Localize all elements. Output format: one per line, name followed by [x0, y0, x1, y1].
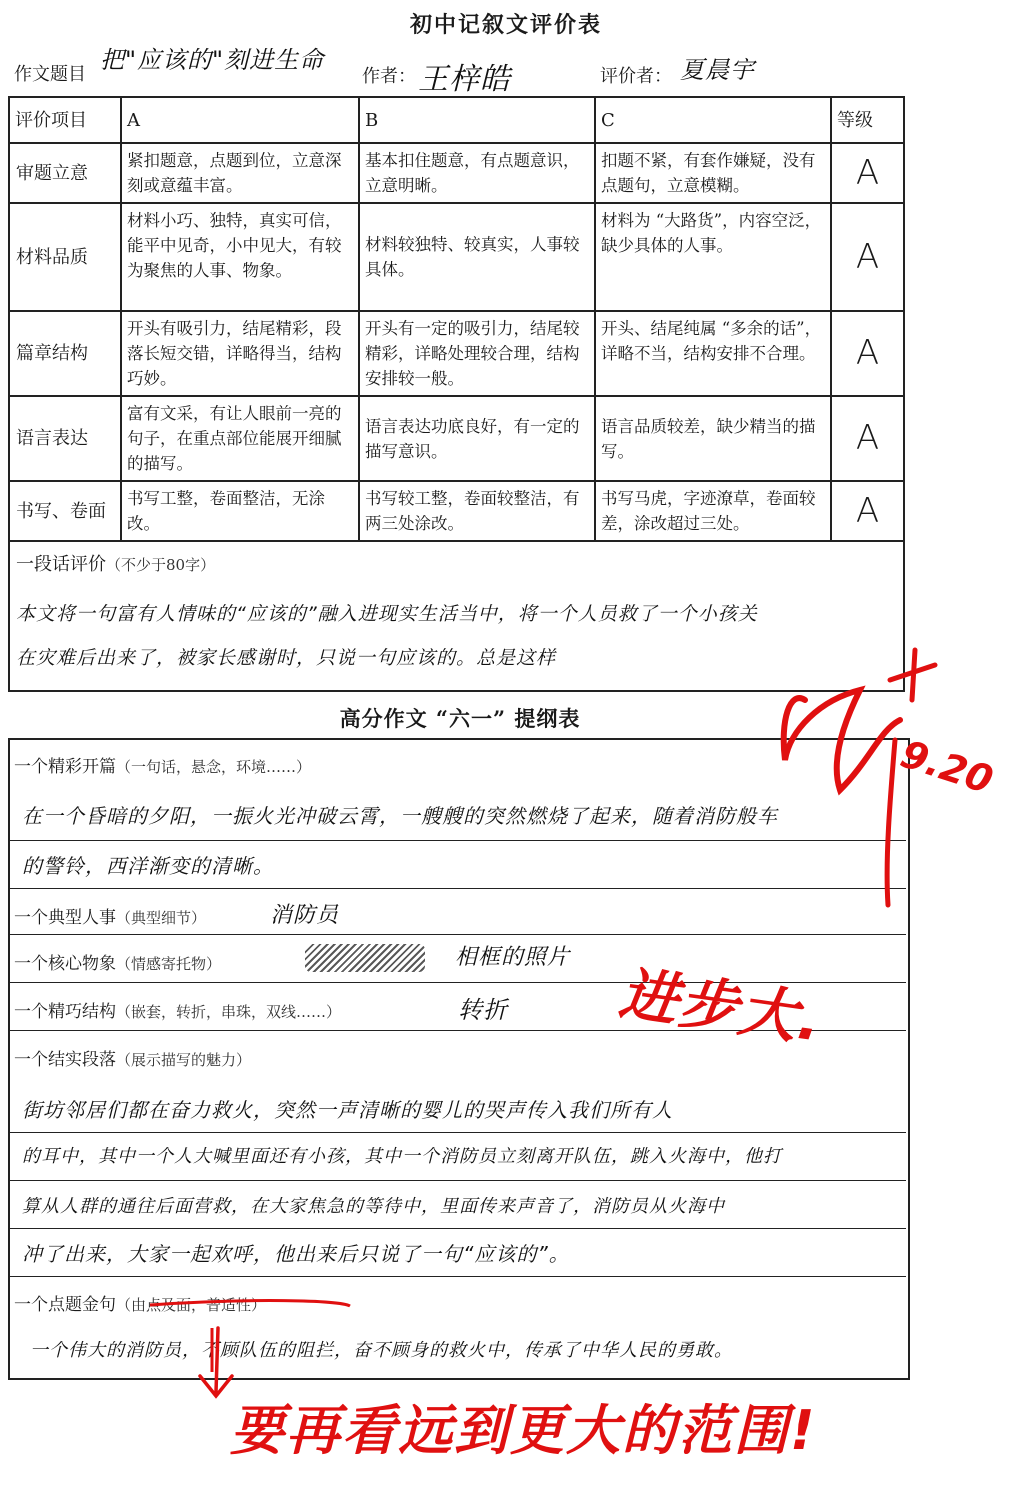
- outline-answer: 的警铃，西洋渐变的清晰。: [22, 854, 274, 878]
- grade-value: A: [831, 396, 904, 481]
- criteria-c: 书写马虎，字迹潦草，卷面较差，涂改超过三处。: [595, 481, 831, 541]
- outline-label: 一个精彩开篇（一句话，悬念，环境……）: [14, 757, 312, 777]
- row-item: 篇章结构: [9, 311, 121, 396]
- comment-annotation: 进步大.: [615, 959, 828, 1055]
- column-header: 等级: [831, 97, 904, 143]
- outline-answer: 消防员: [270, 903, 340, 928]
- criteria-a: 开头有吸引力，结尾精彩，段落长短交错，详略得当，结构巧妙。: [121, 311, 359, 396]
- comment-line: 在灾难后出来了，被家长感谢时，只说一句应该的。总是这样: [16, 647, 557, 669]
- comment-line: 本文将一句富有人情味的“应该的”融入进现实生活当中，将一个人员救了一个小孩关: [16, 603, 758, 625]
- grade-value: A: [831, 203, 904, 311]
- outline-title: 高分作文 “六一” 提纲表: [339, 706, 581, 731]
- criteria-b: 基本扣住题意，有点题意识，立意明晰。: [359, 143, 595, 203]
- criteria-b: 语言表达功底良好，有一定的描写意识。: [359, 396, 595, 481]
- outline-label: 一个核心物象（情感寄托物）: [14, 954, 222, 974]
- bottom-annotation: 要再看远到更大的范围!: [230, 1399, 817, 1462]
- criteria-a: 紧扣题意，点题到位，立意深刻或意蕴丰富。: [121, 143, 359, 203]
- grade-value: A: [831, 311, 904, 396]
- outline-answer: 算从人群的通往后面营救，在大家焦急的等待中，里面传来声音了，消防员从火海中: [22, 1196, 725, 1217]
- arrow-icon: [200, 1328, 232, 1396]
- score-annotation: 9.20: [895, 731, 999, 803]
- outline-answer: 街坊邻居们都在奋力救火，突然一声清晰的婴儿的哭声传入我们所有人: [22, 1098, 673, 1122]
- outline-answer: 转折: [458, 996, 508, 1024]
- column-header: C: [595, 97, 831, 143]
- topic-value: 把"应该的"刻进生命: [100, 46, 325, 74]
- criteria-a: 材料小巧、独特，真实可信，能平中见奇，小中见大，有较为聚焦的人事、物象。: [121, 203, 359, 311]
- topic-label: 作文题目: [14, 64, 86, 85]
- signature-mark: [784, 690, 900, 790]
- outline-label: 一个典型人事（典型细节）: [14, 908, 207, 928]
- criteria-c: 语言品质较差，缺少精当的描写。: [595, 396, 831, 481]
- row-item: 语言表达: [9, 396, 121, 481]
- grade-value: A: [831, 143, 904, 203]
- criteria-b: 开头有一定的吸引力，结尾较精彩，详略处理较合理，结构安排较一般。: [359, 311, 595, 396]
- row-item: 书写、卷面: [9, 481, 121, 541]
- outline-answer: 相框的照片: [455, 945, 571, 970]
- criteria-b: 书写较工整，卷面较整洁，有两三处涂改。: [359, 481, 595, 541]
- row-item: 材料品质: [9, 203, 121, 311]
- reviewer-value: 夏晨宇: [680, 56, 755, 84]
- grade-value: A: [831, 481, 904, 541]
- page-title: 初中记叙文评价表: [409, 12, 602, 38]
- outline-answer: 冲了出来，大家一起欢呼，他出来后只说了一句“应该的”。: [22, 1242, 570, 1266]
- comment-hint: （不少于80字）: [106, 556, 216, 574]
- criteria-a: 富有文采，有让人眼前一亮的句子，在重点部位能展开细腻的描写。: [121, 396, 359, 481]
- column-header: A: [121, 97, 359, 143]
- criteria-a: 书写工整，卷面整洁，无涂改。: [121, 481, 359, 541]
- underline-mark: [150, 1301, 350, 1306]
- outline-answer: 在一个昏暗的夕阳，一振火光冲破云霄，一艘艘的突然燃烧了起来，随着消防般车: [22, 804, 778, 828]
- outline-label: 一个点题金句（由点及面，普适性）: [14, 1295, 267, 1315]
- criteria-c: 材料为 “大路货”，内容空泛，缺少具体的人事。: [595, 203, 831, 311]
- outline-answer: 一个伟大的消防员，不顾队伍的阻拦，奋不顾身的救火中，传承了中华人民的勇敢。: [30, 1340, 733, 1361]
- outline-answer: 的耳中，其中一个人大喊里面还有小孩，其中一个消防员立刻离开队伍，跳入火海中，他打: [22, 1146, 782, 1167]
- author-label: 作者：: [362, 66, 416, 87]
- column-header: 评价项目: [9, 97, 121, 143]
- signature-tail: [887, 740, 895, 905]
- row-item: 审题立意: [9, 143, 121, 203]
- plus-mark: [890, 650, 935, 700]
- criteria-c: 扣题不紧，有套作嫌疑，没有点题句，立意模糊。: [595, 143, 831, 203]
- criteria-c: 开头、结尾纯属 “多余的话”，详略不当，结构安排不合理。: [595, 311, 831, 396]
- comment-label: 一段话评价: [16, 554, 106, 575]
- criteria-b: 材料较独特、较真实，人事较具体。: [359, 203, 595, 311]
- outline-label: 一个结实段落（展示描写的魅力）: [14, 1050, 252, 1070]
- author-value: 王梓皓: [418, 62, 511, 97]
- column-header: B: [359, 97, 595, 143]
- reviewer-label: 评价者：: [600, 66, 672, 87]
- outline-label: 一个精巧结构（嵌套，转折，串珠，双线……）: [14, 1002, 342, 1022]
